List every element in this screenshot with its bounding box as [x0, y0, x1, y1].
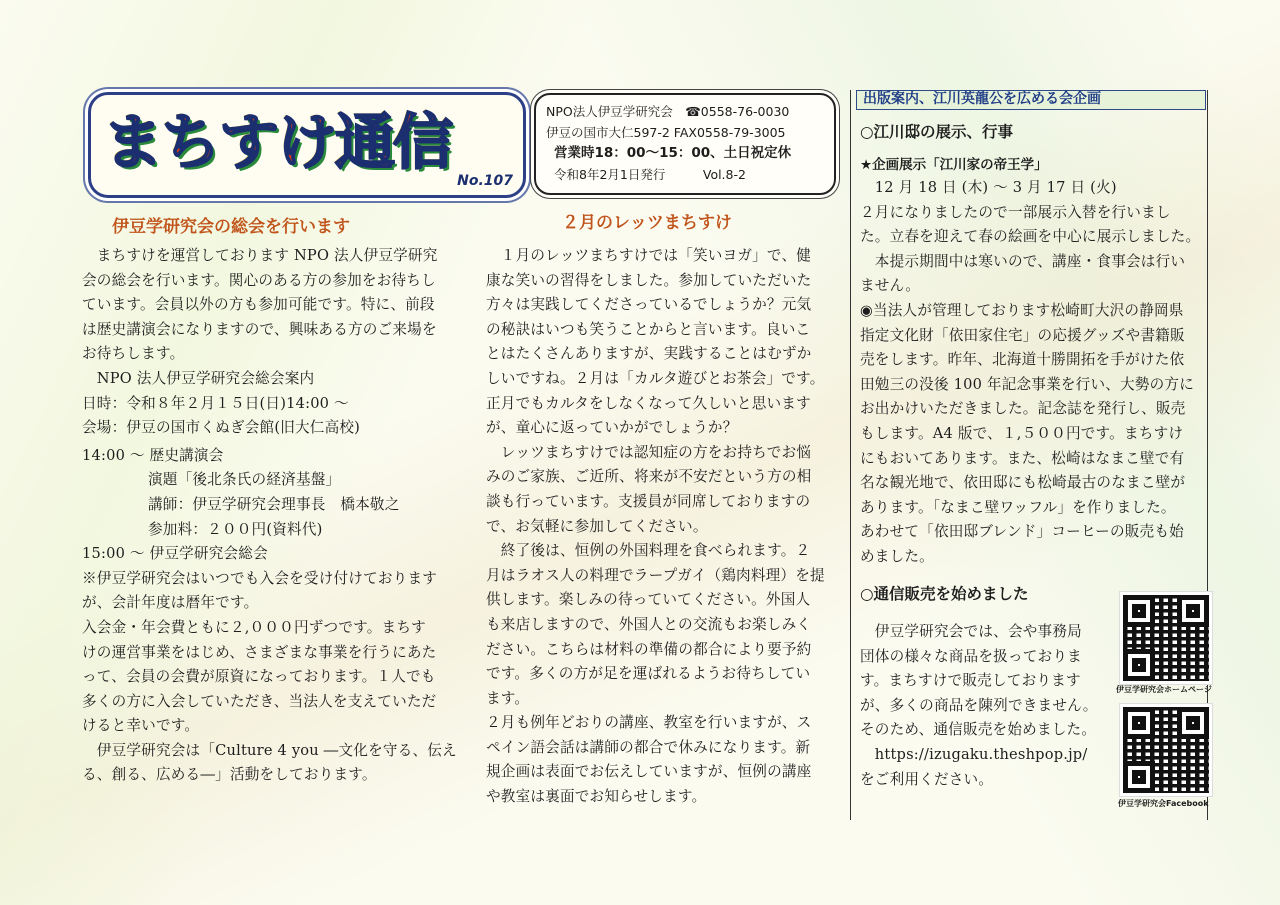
text-line: の秘訣はいつも笑うことからと言います。良いこ: [486, 320, 811, 338]
publisher-info-box: [534, 93, 836, 195]
exhibit-title: ★企画展示「江川家の帝王学」: [860, 157, 1048, 173]
text-line: お待ちします。: [82, 345, 185, 363]
section-title-egawa: ○江川邸の展示、行事: [860, 123, 1014, 141]
text-line: が、多くの商品を陳列できません。: [860, 696, 1098, 714]
info-line: 令和8年2月1日発行 Vol.8-2: [554, 167, 746, 182]
text-line: １月のレッツまちすけでは「笑いヨガ」で、健: [486, 247, 812, 264]
text-line: 講師：伊豆学研究会理事長 橋本敬之: [148, 495, 400, 513]
text-line: 正月でもカルタをしなくなって久しいと思います: [486, 394, 811, 412]
text-line: 多くの方に入会していただき、当法人を支えていただ: [82, 692, 437, 710]
text-line: にもおいてあります。また、松崎はなまこ壁で有: [860, 449, 1185, 467]
text-line: 月はラオス人の料理でラープガイ（鶏肉料理）を提: [486, 566, 825, 584]
text-line: 名な観光地で、依田邸にも松崎最古のなまこ壁が: [860, 474, 1186, 492]
text-line: ※伊豆学研究会はいつでも入会を受け付けております: [82, 569, 438, 587]
text-line: 15:00 ～ 伊豆学研究会総会: [82, 545, 268, 563]
qr-code-homepage-icon[interactable]: [1120, 592, 1212, 684]
text-line: や教室は裏面でお知らせします。: [486, 788, 707, 806]
text-line: 12 月 18 日 (木) ～ 3 月 17 日 (火): [860, 179, 1117, 196]
newsletter-logo: [88, 92, 526, 198]
text-line: る、創る、広める―」活動をしております。: [82, 766, 377, 784]
text-line: 康な笑いの習得をしました。参加していただいた: [486, 271, 812, 289]
text-line: もします。A4 版で、１,５００円です。まちすけ: [860, 424, 1184, 442]
info-line: NPO法人伊豆学研究会 ☎0558-76-0030: [546, 104, 790, 119]
text-line: で、お気軽に参加してください。: [486, 517, 708, 535]
text-line: ペイン語会話は講師の都合で休みになります。新: [486, 738, 811, 756]
text-line: 入会金・年会費ともに２,０００円ずつです。まちす: [82, 618, 426, 636]
text-line: 本提示期間中は寒いので、講座・食事会は行い: [860, 252, 1186, 270]
text-line: 会場：伊豆の国市くぬぎ会館(旧大仁高校): [82, 419, 361, 437]
left-headline: 伊豆学研究会の総会を行います: [112, 217, 350, 237]
right-article: [860, 176, 1205, 570]
middle-headline: ２月のレッツまちすけ: [562, 213, 732, 233]
text-line: レッツまちすけでは認知症の方をお持ちでお悩: [486, 443, 812, 461]
qr-label-homepage: 伊豆学研究会ホームページ: [1116, 685, 1212, 694]
text-line: 演題「後北条氏の経済基盤」: [148, 471, 341, 489]
text-line: めました。: [860, 547, 934, 565]
text-line: 規企画は表面でお伝えしていますが、恒例の講座: [486, 763, 812, 781]
text-line: ◉当法人が管理しております松崎町大沢の静岡県: [860, 301, 1184, 319]
text-line: って、会員の会費が原資になっております。１人でも: [82, 668, 436, 686]
text-line: 田勉三の没後 100 年記念事業を行い、大勢の方に: [860, 375, 1195, 393]
text-line: けると幸いです。: [82, 717, 200, 735]
text-line: 終了後は、恒例の外国料理を食べられます。２: [486, 542, 811, 560]
text-line: 伊豆学研究会は「Culture 4 you ―文化を守る、伝え: [82, 741, 457, 759]
text-line: た。立春を迎えて春の絵画を中心に展示しました。: [860, 228, 1201, 246]
text-line: けの運営事業をはじめ、さまざまな事業を行うにあた: [82, 643, 437, 661]
text-line: 談も行っています。支援員が同席しておりますの: [486, 492, 811, 510]
middle-article: [486, 244, 840, 810]
text-line: みのご家族、ご近所、将来が不安だという方の相: [486, 468, 812, 486]
text-line: あります。「なまこ壁ワッフル」を作りました。: [860, 498, 1176, 516]
left-article: [82, 244, 472, 788]
text-line: 供します。楽しみの待っていてください。外国人: [486, 591, 811, 609]
info-line: 伊豆の国市大仁597-2 FAX0558-79-3005: [546, 125, 786, 140]
text-line: 日時：令和８年２月１５日(日)14:00 ～: [82, 394, 349, 412]
text-line: まちすけを運営しております NPO 法人伊豆学研究: [82, 247, 438, 264]
text-line: 団体の様々な商品を扱っておりま: [860, 647, 1082, 665]
info-line: 営業時18：00～15：00、土日祝定休: [554, 145, 792, 161]
text-line: 参加料：２００円(資料代): [148, 520, 323, 538]
text-line: お出かけいただきました。記念誌を発行し、販売: [860, 400, 1186, 418]
text-line: ます。: [486, 689, 530, 707]
text-line: が、会計年度は暦年です。: [82, 594, 259, 612]
text-line: とはたくさんありますが、実践することはむずか: [486, 345, 812, 363]
text-line: 伊豆学研究会では、会や事務局: [860, 623, 1082, 640]
text-line: です。多くの方が足を運ばれるようお待ちしてい: [486, 665, 811, 683]
qr-code-facebook-icon[interactable]: [1120, 704, 1212, 796]
section-title-mail-order: ○通信販売を始めました: [860, 585, 1029, 603]
text-line: あわせて「依田邸ブレンド」コーヒーの販売も始: [860, 523, 1184, 541]
url-line[interactable]: https://izugaku.theshpop.jp/: [860, 745, 1088, 763]
text-line: ださい。こちらは材料の準備の都合により要予約: [486, 640, 812, 658]
text-line: ています。会員以外の方も参加可能です。特に、前段: [82, 296, 435, 314]
text-line: が、童心に返っていかがでしょうか？: [486, 419, 738, 437]
text-line: も来店しますので、外国人との交流もお楽しみく: [486, 615, 812, 633]
right-banner: 出版案内、江川英龍公を広める会企画: [856, 90, 1206, 110]
text-line: をご利用ください。: [860, 770, 994, 788]
text-line: は歴史講演会になりますので、興味ある方のご来場を: [82, 320, 437, 338]
text-line: 方々は実践してくださっているでしょうか？元気: [486, 296, 812, 314]
text-line: 14:00 ～ 歴史講演会: [82, 446, 224, 464]
logo-title: まちすけ通信: [103, 108, 451, 178]
text-line: 会の総会を行います。関心のある方の参加をお待ちし: [82, 271, 436, 289]
logo-issue-number: No.107: [457, 173, 513, 189]
mail-order-article: [860, 620, 1110, 792]
text-line: NPO 法人伊豆学研究会総会案内: [82, 369, 315, 387]
text-line: ２月になりましたので一部展示入替を行いまし: [860, 203, 1171, 221]
text-line: ません。: [860, 277, 921, 295]
text-line: そのため、通信販売を始めました。: [860, 721, 1097, 739]
text-line: 指定文化財「依田家住宅」の応援グッズや書籍販: [860, 326, 1185, 344]
text-line: す。まちすけで販売しております: [860, 672, 1081, 690]
text-line: 売をします。昨年、北海道十勝開拓を手がけた依: [860, 351, 1185, 369]
qr-label-facebook: 伊豆学研究会Facebook: [1118, 799, 1209, 808]
text-line: しいですね。２月は「カルタ遊びとお茶会」です。: [486, 369, 825, 387]
text-line: ２月も例年どおりの講座、教室を行いますが、ス: [486, 714, 812, 732]
